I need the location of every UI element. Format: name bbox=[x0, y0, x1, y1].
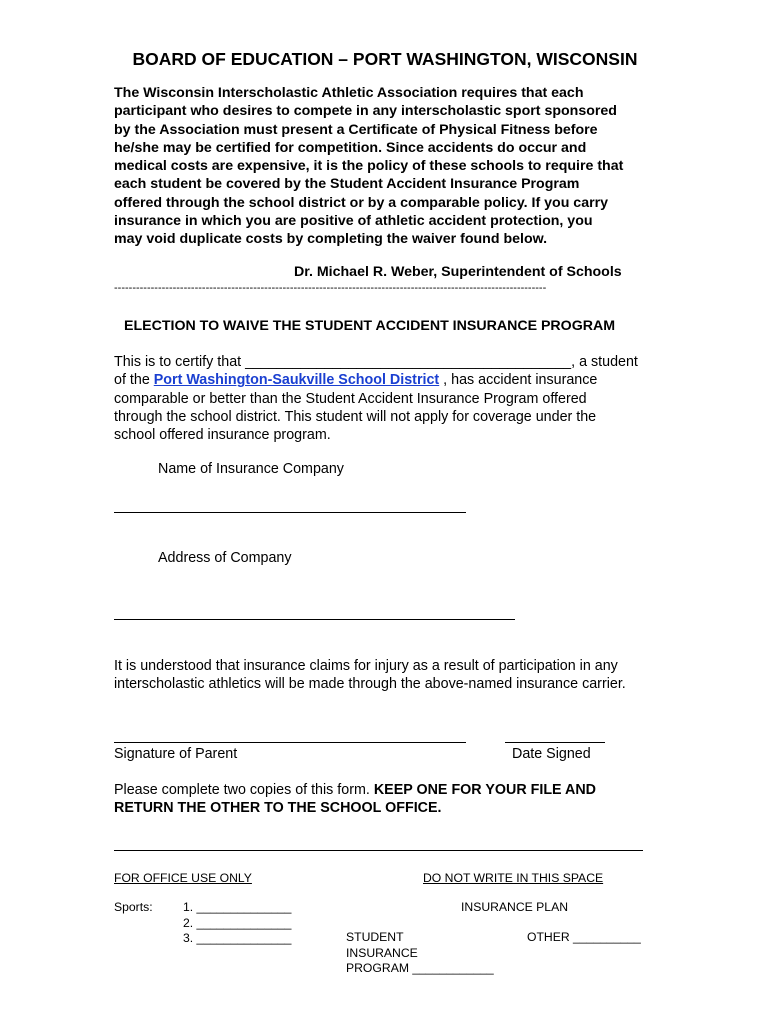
intro-line: The Wisconsin Interscholastic Athletic Association requires that each bbox=[114, 85, 584, 101]
other-field[interactable]: OTHER __________ bbox=[527, 930, 641, 944]
intro-paragraph bbox=[114, 84, 659, 249]
understood-line: It is understood that insurance claims for injury as a result of participation in any bbox=[114, 658, 618, 674]
office-use-label: FOR OFFICE USE ONLY bbox=[114, 871, 252, 885]
date-signed-label: Date Signed bbox=[512, 746, 591, 762]
page-title: BOARD OF EDUCATION – PORT WASHINGTON, WISCONSIN bbox=[132, 49, 638, 69]
divider-line bbox=[114, 850, 643, 851]
insurance-plan-label: INSURANCE PLAN bbox=[461, 900, 569, 914]
insurance-company-field[interactable] bbox=[114, 512, 466, 513]
certify-paragraph bbox=[114, 353, 664, 444]
copies-bold-text: RETURN THE OTHER TO THE SCHOOL OFFICE. bbox=[114, 800, 442, 817]
sports-item[interactable]: 1. ______________ bbox=[183, 900, 292, 914]
signature-parent-label: Signature of Parent bbox=[114, 746, 238, 762]
intro-line: participant who desires to compete in any interscholastic sport sponsored bbox=[114, 103, 617, 120]
student-program-field[interactable]: PROGRAM ____________ bbox=[346, 961, 494, 975]
intro-line: by the Association must present a Certificate of Physical Fitness before bbox=[114, 121, 598, 138]
student-program-line: INSURANCE bbox=[346, 945, 418, 960]
sports-item[interactable]: 3. ______________ bbox=[183, 931, 292, 945]
parent-signature-field[interactable] bbox=[114, 742, 466, 743]
student-program-block bbox=[346, 930, 494, 977]
do-not-write-label: DO NOT WRITE IN THIS SPACE bbox=[423, 871, 604, 885]
student-name-field[interactable]: _________________________________________ bbox=[245, 354, 572, 370]
student-program-line: STUDENT bbox=[346, 930, 404, 944]
certify-text: through the school district. This student will not apply for coverage under the bbox=[114, 408, 597, 425]
intro-line: may void duplicate costs by completing the waiver found below. bbox=[114, 231, 548, 248]
intro-line: each student be covered by the Student Accident Insurance Program bbox=[114, 176, 580, 193]
insurance-company-label: Name of Insurance Company bbox=[158, 461, 344, 477]
copies-paragraph bbox=[114, 781, 664, 818]
intro-line: offered through the school district or by a comparable policy. If you carry bbox=[114, 194, 609, 211]
intro-line: medical costs are expensive, it is the policy of these schools to require that bbox=[114, 158, 624, 175]
understood-line: interscholastic athletics will be made through the above-named insurance carrier. bbox=[114, 676, 626, 693]
superintendent-signature: Dr. Michael R. Weber, Superintendent of Schools bbox=[294, 264, 622, 280]
certify-text: , has accident insurance bbox=[439, 372, 598, 389]
certify-text: This is to certify that bbox=[114, 354, 246, 370]
certify-text: , a student bbox=[571, 354, 638, 370]
address-field[interactable] bbox=[114, 619, 515, 620]
district-link[interactable]: Port Washington-Saukville School District bbox=[153, 372, 440, 389]
copies-bold-text: KEEP ONE FOR YOUR FILE AND bbox=[373, 782, 597, 798]
certify-text: school offered insurance program. bbox=[114, 427, 331, 444]
understood-paragraph bbox=[114, 657, 664, 694]
copies-text: Please complete two copies of this form. bbox=[114, 782, 374, 798]
election-heading: ELECTION TO WAIVE THE STUDENT ACCIDENT INSURANCE PROGRAM bbox=[124, 318, 616, 334]
certify-text: of the bbox=[114, 372, 154, 389]
sports-list bbox=[183, 900, 291, 947]
date-signed-field[interactable] bbox=[505, 742, 605, 743]
separator-line: ---------------------------------------------------------------------------------------------------------------------- bbox=[114, 282, 547, 294]
address-label: Address of Company bbox=[158, 550, 292, 566]
intro-line: insurance in which you are positive of athletic accident protection, you bbox=[114, 213, 593, 230]
certify-text: comparable or better than the Student Accident Insurance Program offered bbox=[114, 390, 587, 407]
sports-item[interactable]: 2. ______________ bbox=[183, 915, 292, 930]
sports-label: Sports: bbox=[114, 900, 153, 914]
intro-line: he/she may be certified for competition. Since accidents do occur and bbox=[114, 139, 587, 156]
